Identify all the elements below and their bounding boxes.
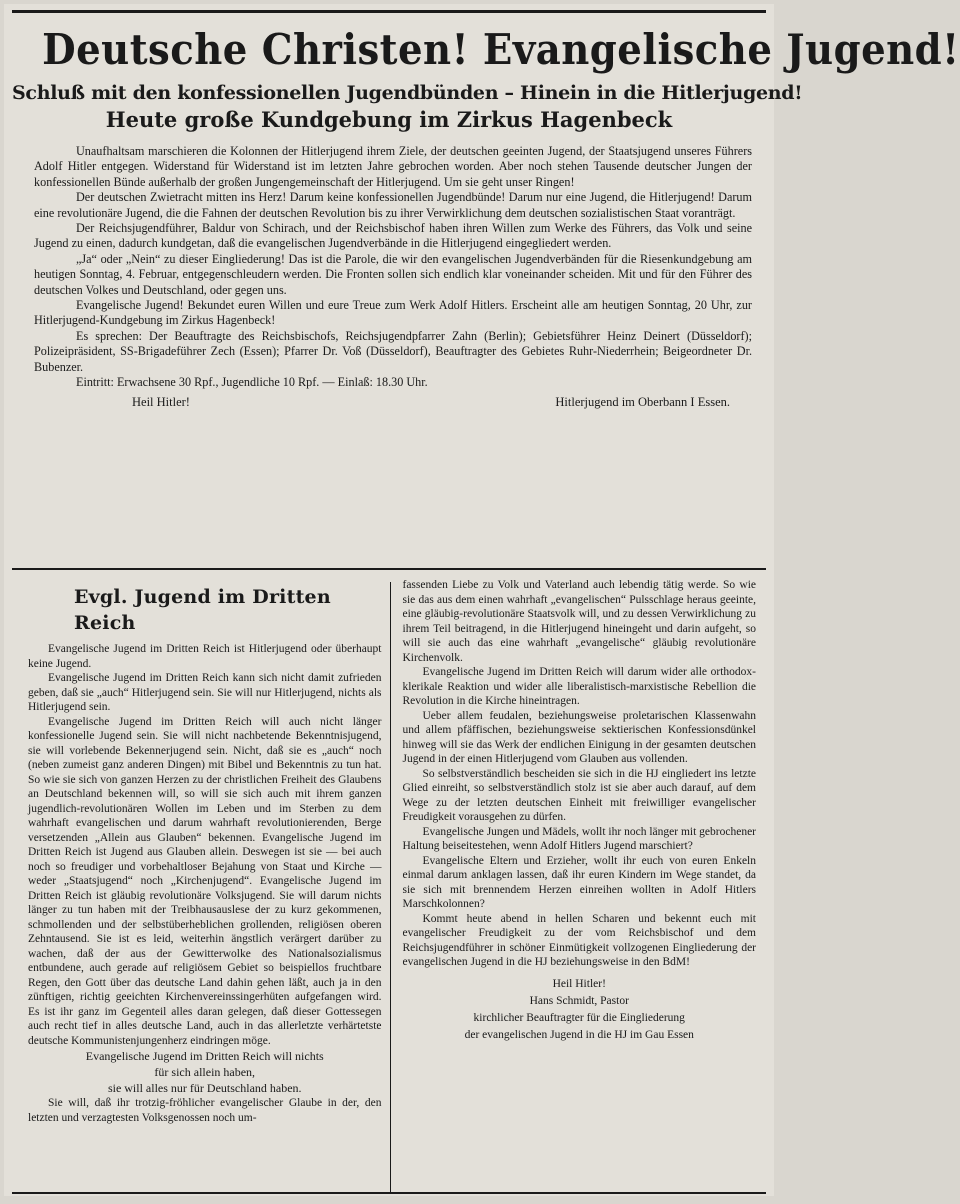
rally-notice [12,18,960,570]
subheadline: Schluß mit den konfessionellen Jugendbünden – Hinein in die Hitlerjugend! [12,82,803,104]
article-paragraph: Ueber allem feudalen, beziehungsweise proletarischen Klassenwahn und allem pfäffischen, beziehungsweise sektierischen Konfessionsdünkel hinweg will sie das Werk der endlichen Einigung in der gesamten deutschen Jugend in der einen Hitlerjugend vom Glauben aus vollenden. [402,709,756,765]
headline: Deutsche Christen! Evangelische Jugend! [42,25,960,74]
article-paragraph: Evangelische Jugend im Dritten Reich will auch nicht länger konfessionelle Jugend sein. Sie will nicht nachbetende Bekenntnisjugend, sie will vorlebende Bekennerjugend sein. Nicht, daß sie es „auch“ noch (neben zumeist ganz anderen Dingen) mit Bibel und Bekenntnis zu tun hat. So wie sie sich von ganzen Herzen zu der christlichen Freiheit des Glaubens an Deutschland bekennen will, so will sie sich auch mit ihrem ganzen jugendlich-revolutionären Wollen im Leben und im Sterben zu dem wahrhaft evangelischen und darum wahrhaft revolutionierenden, Berge versetzenden „Allein aus Glauben“ bekennen. Evangelische Jugend im Dritten Reich ist Jugend aus Glauben allein. Deswegen ist sie — bei auch noch so freudiger und vorbehaltloser Bejahung von Staat und Kirche — weder „Staatsjugend“ noch „Kirchenjugend“. Evangelische Jugend im Dritten Reich ist gläubig revolutionäre Volksjugend. Sie will darum nichts länger zu tun haben mit der Treibhausauslese der zu kurz gekommenen, schmollenden und der selbstüberheblichen grollenden, religiösen oberen Zehntausend. Sie ist es leid, weiterhin ängstlich verärgert darüber zu wachen, daß der aus der Gewitterwolke des Nationalsozialismus entbundene, auch gerade auf religiösem Gebiet so beispiellos fruchtbare Regen, den Gott über das deutsche Land dahin gehen läßt, auch ja in den zünftigen, richtig geeichten Kirchenvereinssingerhüten aufgefangen wird. Es ist ihr ganz im Gegenteil alles daran gelegen, daß dieser Gottessegen auch recht tief in alles deutsche Land, auch in das allerletzte verhärtetste deutsche Kommunistenjungenherz eindringen möge. [28,715,382,1047]
notice-body [12,144,766,391]
notice-paragraph: Der deutschen Zwietracht mitten ins Herz! Darum keine konfessionellen Jugendbünde! Darum nur eine Jugend, die Hitlerjugend! Darum eine revolutionäre Jugend, die die Fahnen der deutschen Revolution bis zu ihrer Verwirklichung dem deutschen sozialistischen Staat voranträgt. [34,190,752,220]
article-author-title: der evangelischen Jugend in die HJ im Gau Essen [464,1028,694,1041]
notice-paragraph: Evangelische Jugend! Bekundet euren Willen und eure Treue zum Werk Adolf Hitlers. Erscheint alle am heutigen Sonntag, 20 Uhr, zur Hitlerjugend-Kundgebung im Zirkus Hagenbeck! [34,298,752,328]
article-left-column [12,572,390,1192]
article-closing [403,976,757,1044]
article-paragraph: Evangelische Jungen und Mädels, wollt ihr noch länger mit gebrochener Haltung beiseitestehen, wenn Adolf Hitlers Jugend marschiert? [402,825,756,852]
article-emphasis-line: sie will alles nur für Deutschland haben. [107,1081,302,1095]
notice-signature: Hitlerjugend im Oberbann I Essen. [555,394,730,409]
article-paragraph: Evangelische Jugend im Dritten Reich ist Hitlerjugend oder überhaupt keine Jugend. [28,643,382,670]
newspaper-page [4,4,960,1196]
subheadline-rally: Heute große Kundgebung im Zirkus Hagenbeck [105,107,673,132]
article-paragraph: Sie will, daß ihr trotzig-fröhlicher evangelischer Glaube in der, den letzten und verzagtesten Volksgenossen noch um- [28,1097,382,1124]
notice-salute: Heil Hitler! [132,394,190,409]
article-paragraph: fassenden Liebe zu Volk und Vaterland auch lebendig tätig werde. So wie sie das aus dem einen wahrhaft „evangelischen“ Pulsschlage heraus geeinte, eine gläubig-revolutionäre Staatsvolk will, und zu dessen Verwirklichung zu ihrem Teil beitragend, in die Hitlerjugend hineingeht und darin aufgeht, so will sie auch das eine wahrhaft „evangelische“ gläubig revolutionäre Kirchenvolk. [402,579,756,664]
article-emphasis-line: für sich allein haben, [154,1065,256,1079]
article-right-text [403,578,757,970]
notice-paragraph: Es sprechen: Der Beauftragte des Reichsbischofs, Reichsjugendpfarrer Zahn (Berlin); Gebietsführer Heinz Deinert (Düsseldorf); Polizeipräsident, SS-Brigadeführer Zech (Essen); Pfarrer Dr. Voß (Düsseldorf), Beauftragter des Gebietes Ruhr-Niederrhein; Beigeordneter Dr. Bubenzer. [34,328,752,374]
article-title: Evgl. Jugend im Dritten Reich [74,586,331,634]
notice-admission: Eintritt: Erwachsene 30 Rpf., Jugendliche 10 Rpf. — Einlaß: 18.30 Uhr. [76,375,428,390]
notice-paragraph: „Ja“ oder „Nein“ zu dieser Eingliederung! Das ist die Parole, die wir den evangelischen Jugendverbänden für die Riesenkundgebung am heutigen Sonntag, 4. Februar, entgegenschleudern werden. Die Fronten sollen sich endlich klar voneinander scheiden. Mit und für den Führer des deutschen Volkes und Deutschland, oder gegen uns. [34,251,752,297]
notice-paragraph: Der Reichsjugendführer, Baldur von Schirach, und der Reichsbischof haben ihren Willen zum Werke des Führers, das Volk und seine Jugend zu einen, dadurch kundgetan, daß die evangelischen Jugendverbände in die Hitlerjugend eingegliedert werden. [34,221,752,251]
article-paragraph: Kommt heute abend in hellen Scharen und bekennt euch mit evangelischer Freudigkeit zu der vom Reichsbischof und dem Reichsjugendführer in schöner Einmütigkeit vollzogenen Eingliederung der evangelischen Jugend in die HJ beziehungsweise in den BdM! [402,912,756,968]
notice-signature-row [12,391,766,411]
article-left-text [28,642,382,1048]
article-paragraph: So selbstverständlich bescheiden sie sich in die HJ eingliedert ins letzte Glied einreiht, so selbstverständlich stolz ist sie aber auch darauf, auf dem Wege zu der letzten deutschen Einheit mit freiwilliger evangelischer Freudigkeit vorausgehen zu dürfen. [402,767,756,823]
top-rule [12,10,766,13]
article-salute: Heil Hitler! [552,977,606,990]
article-author-title: kirchlicher Beauftragter für die Eingliederung [473,1011,685,1024]
notice-paragraph: Unaufhaltsam marschieren die Kolonnen der Hitlerjugend ihrem Ziele, der deutschen geeinten Jugend, der Staatsjugend unseres Führers Adolf Hitler entgegen. Widerstand für Widerstand ist im letzten Jahre gebrochen worden. Aber noch stehen Tausende deutscher Jungen der konfessionellen Bünde außerhalb der großen Jungengemeinschaft der Hitlerjugend. Um sie geht unser Ringen! [34,144,752,189]
bottom-rule [12,1192,766,1194]
article-emphasis-line: Evangelische Jugend im Dritten Reich will nichts [85,1049,324,1063]
article-paragraph: Evangelische Eltern und Erzieher, wollt ihr euch von euren Enkeln einmal darum anklagen lassen, daß ihr euren Kindern im Wege standet, da sie sich mit brennendem Herzen einreihen wollten in Adolf Hitlers Marschkolonnen? [402,854,756,910]
article-left-tail [28,1096,382,1125]
article-right-column [391,572,767,1192]
article-author: Hans Schmidt, Pastor [529,994,629,1007]
article-paragraph: Evangelische Jugend im Dritten Reich kann sich nicht damit zufrieden geben, daß sie „auch“ Hitlerjugend sein. Sie will nur Hitlerjugend, nichts als Hitlerjugend sein. [28,672,382,713]
article-paragraph: Evangelische Jugend im Dritten Reich will darum wider alle orthodox-klerikale Reaktion und wider alle liberalistisch-marxistische Rebellion die Revolution in die Kirche hineintragen. [402,666,756,707]
article [12,572,766,1192]
